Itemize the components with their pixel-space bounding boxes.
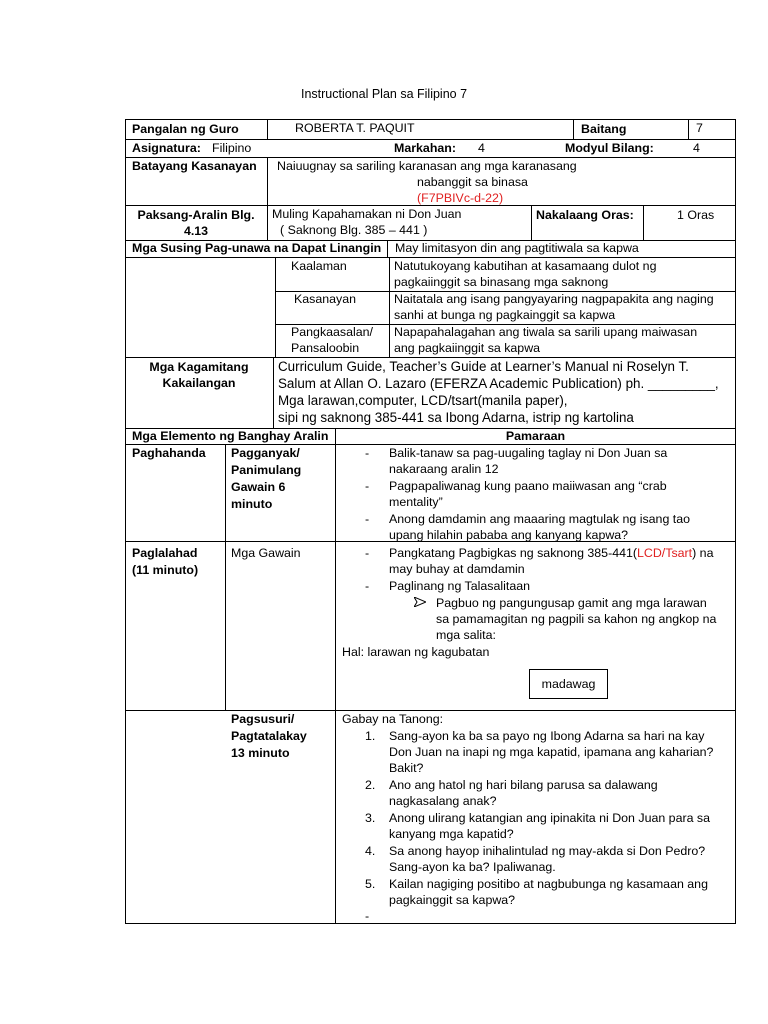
quarter-value: 4 xyxy=(478,141,485,155)
guide-questions-label: Gabay na Tanong: xyxy=(342,712,444,726)
preparation-phase: Paghahanda xyxy=(132,446,206,460)
bullet-dash: - xyxy=(365,579,370,593)
standard-label: Batayang Kasanayan xyxy=(132,159,257,173)
quarter-label: Markahan: xyxy=(394,141,456,155)
preparation-item: mentality” xyxy=(389,495,443,509)
question-text: pagkainggit sa kapwa? xyxy=(389,893,516,907)
document-title: Instructional Plan sa Filipino 7 xyxy=(300,87,468,101)
question-number: 4. xyxy=(365,844,376,858)
preparation-item: nakaraang aralin 12 xyxy=(389,462,499,476)
preparation-activity: Panimulang xyxy=(231,463,302,477)
presentation-phase: Paglalahad xyxy=(132,546,198,560)
preparation-item: Anong damdamin ang maaaring magtulak ng isang tao xyxy=(389,512,691,526)
question-text: Ano ang hatol ng hari bilang parusa sa dalawang xyxy=(389,778,658,792)
preparation-item: Pagpapaliwanag kung paano maiiwasan ang “crab xyxy=(389,479,667,493)
skill-text: sanhi at bunga ng pagkainggit sa kapwa xyxy=(394,308,616,322)
standard-text: Naiuugnay sa sariling karanasan ang mga karanasang xyxy=(277,159,577,173)
topic-label: 4.13 xyxy=(183,224,209,238)
grade-label: Baitang xyxy=(581,122,627,136)
materials-text: Salum at Allan O. Lazaro (EFERZA Academic Publication) ph. _________, xyxy=(278,376,719,391)
time-value: 1 Oras xyxy=(677,208,715,222)
materials-text: Curriculum Guide, Teacher’s Guide at Learner’s Manual ni Roselyn T. xyxy=(278,359,689,374)
understanding-value: May limitasyon din ang pagtitiwala sa kapwa xyxy=(395,241,639,255)
preparation-item: Balik-tanaw sa pag-uugaling taglay ni Don Juan sa xyxy=(389,446,668,460)
presentation-item-material: LCD/Tsart xyxy=(637,546,693,560)
question-text: Sang-ayon ka ba sa payo ng Ibong Adarna sa hari na kay xyxy=(389,729,705,743)
question-text: Don Juan na inapi ng mga kapatid, ipamana ang kaharian? xyxy=(389,745,714,759)
topic-stanzas: ( Saknong Blg. 385 – 441 ) xyxy=(280,223,428,237)
question-text: Sang-ayon ka ba? Ipaliwanag. xyxy=(389,860,556,874)
preparation-activity: Pagganyak/ xyxy=(231,446,300,460)
question-text: Kailan nagiging positibo at nagbubunga ng kasamaan ang xyxy=(389,877,708,891)
understanding-label: Mga Susing Pag-unawa na Dapat Linangin xyxy=(132,241,382,255)
plan-table xyxy=(125,119,736,924)
analysis-activity: Pagsusuri/ xyxy=(231,712,295,726)
presentation-item-text: Pangkatang Pagbigkas ng saknong 385-441( xyxy=(389,546,638,560)
module-label: Modyul Bilang: xyxy=(565,141,654,155)
subject-label: Asignatura: xyxy=(132,141,201,155)
attitude-text: ang pagkaiinggit sa kapwa xyxy=(394,341,541,355)
vocabulary-instruction: mga salita: xyxy=(436,628,496,642)
question-text: kanyang mga kapatid? xyxy=(389,827,514,841)
question-number: 2. xyxy=(365,778,376,792)
materials-text: sipi ng saknong 385-441 sa Ibong Adarna, istrip ng kartolina xyxy=(278,410,634,425)
vocabulary-instruction: sa pamamagitan ng pagpili sa kahon ng angkop na xyxy=(436,612,717,626)
time-label: Nakalaang Oras: xyxy=(536,208,634,222)
vocabulary-instruction: Pagbuo ng pangungusap gamit ang mga larawan xyxy=(436,596,707,610)
skill-label: Kasanayan xyxy=(294,292,357,306)
materials-text: Mga larawan,computer, LCD/tsart(manila paper), xyxy=(278,393,568,408)
attitude-label: Pangkaasalan/ xyxy=(291,325,373,339)
bullet-dash: - xyxy=(365,512,370,526)
presentation-activity: Mga Gawain xyxy=(231,546,301,560)
standard-code: (F7PBIVc-d-22) xyxy=(417,191,504,205)
knowledge-label: Kaalaman xyxy=(291,259,347,273)
question-text: Sa anong hayop inihalintulad ng may-akda si Don Pedro? xyxy=(389,844,706,858)
teacher-name: ROBERTA T. PAQUIT xyxy=(295,121,415,135)
subject-value: Filipino xyxy=(212,141,252,155)
preparation-item: upang hilahin pababa ang kanyang kapwa? xyxy=(389,528,629,542)
teacher-label: Pangalan ng Guro xyxy=(132,122,239,136)
example-text: Hal: larawan ng kagubatan xyxy=(342,645,490,659)
question-text: nagkasalang anak? xyxy=(389,794,497,808)
knowledge-text: pagkaiinggit sa binasang mga saknong xyxy=(394,275,609,289)
method-label: Pamaraan xyxy=(505,429,566,443)
attitude-label: Pansaloobin xyxy=(291,341,360,355)
analysis-activity: Pagtatalakay xyxy=(231,729,307,743)
preparation-activity: Gawain 6 xyxy=(231,480,286,494)
question-number: 5. xyxy=(365,877,376,891)
elements-label: Mga Elemento ng Banghay Aralin xyxy=(132,429,329,443)
knowledge-text: Natutukoyang kabutihan at kasamaang dulot ng xyxy=(394,259,657,273)
presentation-item: Paglinang ng Talasalitaan xyxy=(389,579,530,593)
presentation-item xyxy=(389,545,713,562)
bullet-dash: - xyxy=(365,909,370,923)
presentation-phase: (11 minuto) xyxy=(132,563,199,577)
standard-text: nabanggit sa binasa xyxy=(417,175,528,189)
question-text: Anong ulirang katangian ang ipinakita ni Don Juan para sa xyxy=(389,811,711,825)
bullet-dash: - xyxy=(365,546,370,560)
question-text: Bakit? xyxy=(389,761,424,775)
attitude-text: Napapahalagahan ang tiwala sa sarili upang maiwasan xyxy=(394,325,698,339)
question-number: 3. xyxy=(365,811,376,825)
word-box: madawag xyxy=(529,669,608,699)
topic-title: Muling Kapahamakan ni Don Juan xyxy=(272,207,462,221)
preparation-activity: minuto xyxy=(231,497,273,511)
question-number: 1. xyxy=(365,729,376,743)
materials-label: Mga Kagamitang xyxy=(149,360,249,374)
bullet-dash: - xyxy=(365,479,370,493)
analysis-activity: 13 minuto xyxy=(231,746,290,760)
skill-text: Naitatala ang isang pangyayaring nagpapakita ang naging xyxy=(394,292,714,306)
arrow-bullet-icon xyxy=(414,597,426,607)
topic-label: Paksang-Aralin Blg. xyxy=(137,208,255,222)
presentation-item: may buhay at damdamin xyxy=(389,562,525,576)
bullet-dash: - xyxy=(365,446,370,460)
materials-label: Kakailangan xyxy=(162,376,236,390)
module-value: 4 xyxy=(693,141,700,155)
presentation-item-text: ) na xyxy=(692,546,714,560)
grade-value: 7 xyxy=(696,121,703,135)
